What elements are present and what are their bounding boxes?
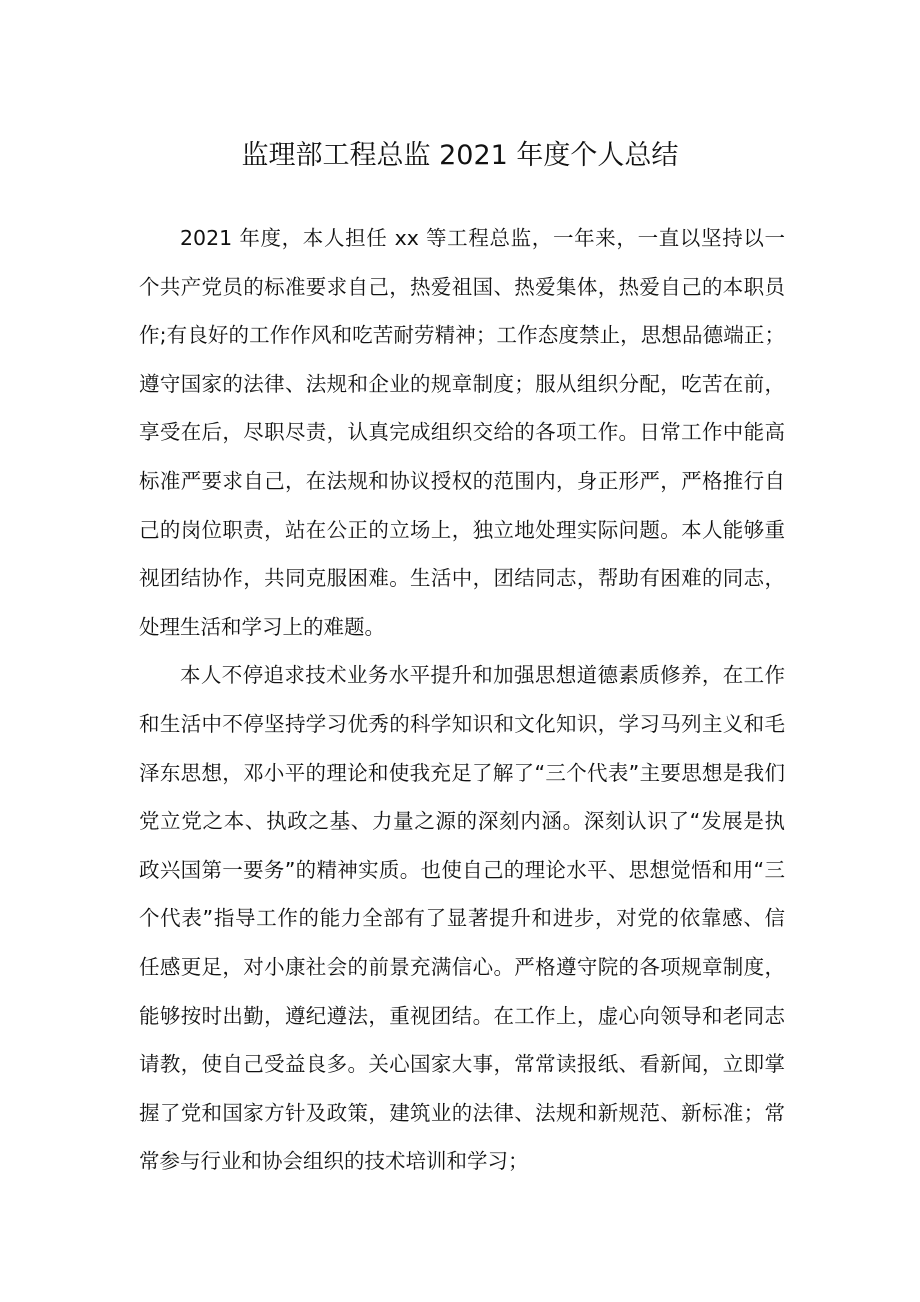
document-body: [139, 214, 785, 1186]
document-title: 监理部工程总监 2021 年度个人总结: [241, 140, 679, 172]
paragraph: 2021 年度，本人担任 xx 等工程总监，一年来，一直以坚持以一个共产党员的标准要求自己，热爱祖国、热爱集体，热爱自己的本职员作;有良好的工作作风和吃苦耐劳精神；工作态度禁止，思想品德端正；遵守国家的法律、法规和企业的规章制度；服从组织分配，吃苦在前，享受在后，尽职尽责，认真完成组织交给的各项工作。日常工作中能高标准严要求自己，在法规和协议授权的范围内，身正形严，严格推行自己的岗位职责，站在公正的立场上，独立地处理实际问题。本人能够重视团结协作，共同克服困难。生活中，团结同志，帮助有困难的同志，处理生活和学习上的难题。: [139, 226, 785, 639]
paragraph: 本人不停追求技术业务水平提升和加强思想道德素质修养，在工作和生活中不停坚持学习优秀的科学知识和文化知识，学习马列主义和毛泽东思想，邓小平的理论和使我充足了解了“三个代表”主要思想是我们党立党之本、执政之基、力量之源的深刻内涵。深刻认识了“发展是执政兴国第一要务”的精神实质。也使自己的理论水平、思想觉悟和用“三个代表”指导工作的能力全部有了显著提升和进步，对党的依靠感、信任感更足，对小康社会的前景充满信心。严格遵守院的各项规章制度，能够按时出勤，遵纪遵法，重视团结。在工作上，虚心向领导和老同志请教，使自己受益良多。关心国家大事，常常读报纸、看新闻，立即掌握了党和国家方针及政策，建筑业的法律、法规和新规范、新标准；常常参与行业和协会组织的技术培训和学习；: [139, 663, 785, 1174]
